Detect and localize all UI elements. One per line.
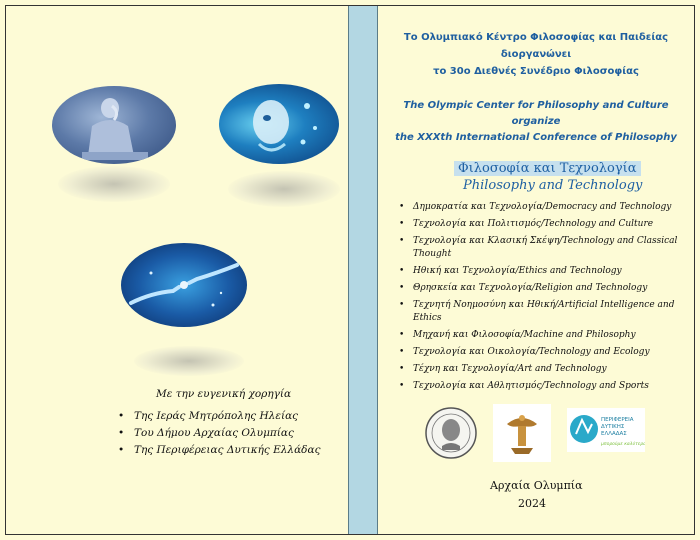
image-shadow bbox=[134, 346, 244, 376]
sponsor-title: Με την ευγενική χορηγία bbox=[156, 388, 292, 400]
header-english-line: the XXXth International Conference of Philosophy bbox=[395, 132, 677, 143]
header-english-line: The Olympic Center for Philosophy and Culture bbox=[403, 100, 669, 111]
header-greek-line: το 30ο Διεθνές Συνέδριο Φιλοσοφίας bbox=[433, 66, 639, 77]
list-item: • Δημοκρατία και Τεχνολογία/Democracy and Technology bbox=[389, 201, 689, 214]
sponsor-list bbox=[118, 408, 320, 459]
list-item: • Τεχνολογία και Οικολογία/Technology and Ecology bbox=[389, 346, 689, 359]
list-item: • Τεχνητή Νοημοσύνη και Ηθική/Artificial Intelligence and Ethics bbox=[389, 299, 689, 325]
philosopher-statue-image bbox=[52, 86, 176, 164]
image-shadow bbox=[228, 171, 340, 207]
list-item: • Θρησκεία και Τεχνολογία/Religion and Technology bbox=[389, 282, 689, 295]
region-slogan: μπορούμε καλύτερα! bbox=[601, 442, 645, 447]
digital-hands-image bbox=[121, 243, 247, 327]
list-item: • Τεχνολογία και Αθλητισμός/Technology and Sports bbox=[389, 380, 689, 393]
topic-list bbox=[389, 201, 689, 397]
list-item: • Ηθική και Τεχνολογία/Ethics and Technology bbox=[389, 265, 689, 278]
region-name-line: ΠΕΡΙΦΕΡΕΙΑ bbox=[601, 417, 634, 423]
metropolis-logo bbox=[493, 404, 551, 462]
list-item: • Τέχνη και Τεχνολογία/Art and Technology bbox=[389, 363, 689, 376]
left-panel bbox=[6, 6, 348, 534]
location-text: Αρχαία Ολυμπία bbox=[490, 479, 583, 492]
region-name-line: ΕΛΛΑΔΑΣ bbox=[601, 431, 627, 437]
olympic-center-logo bbox=[424, 406, 478, 460]
header-greek-line: διοργανώνει bbox=[500, 49, 572, 60]
fold-spine bbox=[348, 6, 378, 534]
western-greece-region-logo bbox=[567, 408, 645, 452]
list-item: • Της Ιεράς Μητρόπολης Ηλείας bbox=[118, 408, 320, 425]
list-item: • Της Περιφέρειας Δυτικής Ελλάδας bbox=[118, 442, 320, 459]
list-item: • Τεχνολογία και Κλασική Σκέψη/Technology and Classical Thought bbox=[389, 235, 689, 261]
theme-title-english: Philosophy and Technology bbox=[463, 178, 643, 193]
robot-ai-image bbox=[219, 84, 339, 164]
list-item: • Μηχανή και Φιλοσοφία/Machine and Philosophy bbox=[389, 329, 689, 342]
brochure bbox=[5, 5, 695, 535]
year-text: 2024 bbox=[518, 497, 546, 510]
image-shadow bbox=[58, 166, 170, 202]
region-name-line: ΔΥΤΙΚΗΣ bbox=[601, 424, 625, 430]
header-english-line: organize bbox=[511, 116, 561, 127]
right-panel bbox=[377, 6, 695, 534]
list-item: • Του Δήμου Αρχαίας Ολυμπίας bbox=[118, 425, 320, 442]
header-greek-line: Το Ολυμπιακό Κέντρο Φιλοσοφίας και Παιδείας bbox=[403, 32, 669, 43]
theme-title-greek: Φιλοσοφία και Τεχνολογία bbox=[454, 161, 641, 176]
list-item: • Τεχνολογία και Πολιτισμός/Technology and Culture bbox=[389, 218, 689, 231]
